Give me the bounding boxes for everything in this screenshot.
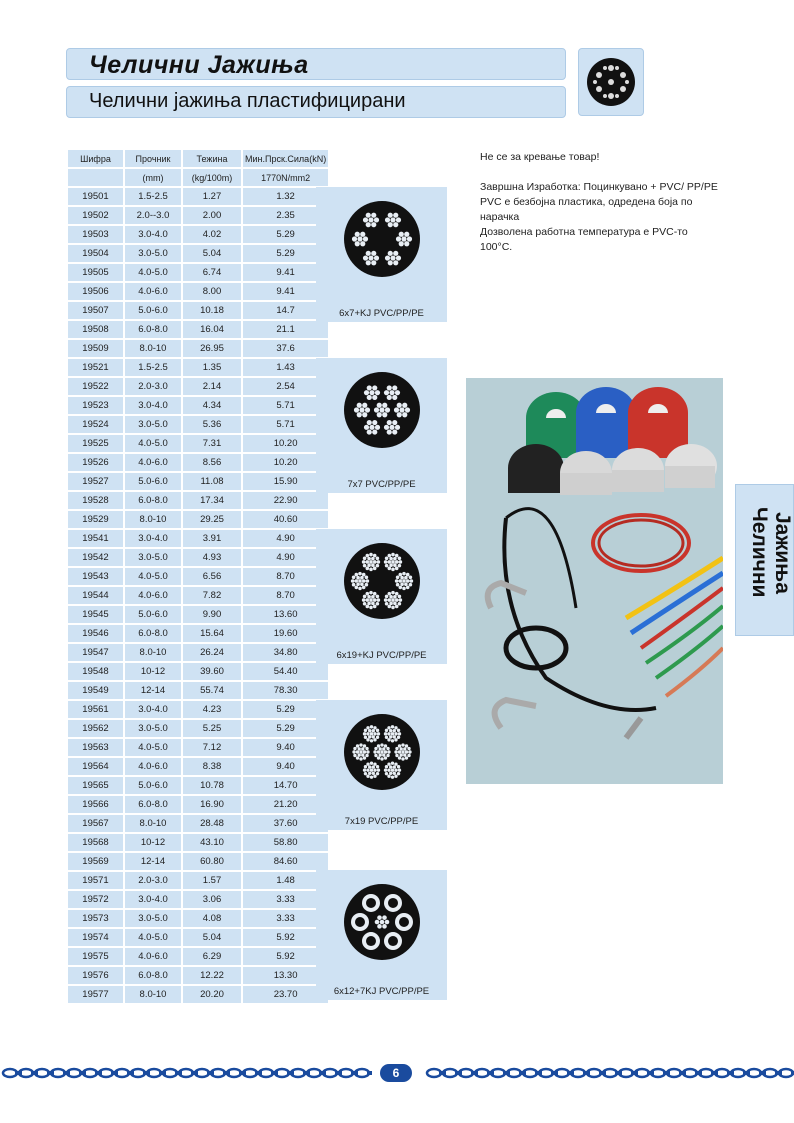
- cell-weight: 7.31: [183, 435, 241, 452]
- col-header-code: Шифра: [68, 150, 123, 167]
- table-row: [68, 283, 328, 300]
- cell-weight: 2.14: [183, 378, 241, 395]
- cell-diameter: 4.0-5.0: [125, 739, 181, 756]
- cell-breaking-force: 1.32: [243, 188, 328, 205]
- rope-6x12-7kj-icon: [340, 876, 424, 980]
- diagram-label: 6x19+KJ PVC/PP/PE: [336, 650, 427, 661]
- cell-code: 19525: [68, 435, 123, 452]
- cell-code: 19526: [68, 454, 123, 471]
- cell-breaking-force: 84.60: [243, 853, 328, 870]
- cell-weight: 16.04: [183, 321, 241, 338]
- table-row: [68, 948, 328, 965]
- table-row: [68, 815, 328, 832]
- cell-diameter: 4.0-6.0: [125, 758, 181, 775]
- cell-code: 19505: [68, 264, 123, 281]
- cell-code: 19503: [68, 226, 123, 243]
- page-subtitle: Челични јажиња пластифицирани: [89, 90, 406, 112]
- diagram-label: 7x19 PVC/PP/PE: [344, 816, 419, 827]
- cell-diameter: 8.0-10: [125, 644, 181, 661]
- cell-breaking-force: 10.20: [243, 435, 328, 452]
- cell-breaking-force: 23.70: [243, 986, 328, 1003]
- cell-diameter: 5.0-6.0: [125, 473, 181, 490]
- rope-6x19-kj-icon: [340, 535, 424, 639]
- cell-code: 19572: [68, 891, 123, 908]
- cell-diameter: 3.0-4.0: [125, 226, 181, 243]
- table-row: [68, 872, 328, 889]
- cell-diameter: 2.0--3.0: [125, 207, 181, 224]
- cell-weight: 28.48: [183, 815, 241, 832]
- diagram-label: 6x12+7KJ PVC/PP/PE: [333, 986, 430, 997]
- cell-breaking-force: 9.41: [243, 283, 328, 300]
- cell-weight: 8.00: [183, 283, 241, 300]
- table-row: [68, 682, 328, 699]
- unit-breaking-force: 1770N/mm2: [243, 169, 328, 186]
- table-row: [68, 397, 328, 414]
- cell-weight: 55.74: [183, 682, 241, 699]
- cell-breaking-force: 14.70: [243, 777, 328, 794]
- cell-breaking-force: 37.60: [243, 815, 328, 832]
- cell-breaking-force: 21.1: [243, 321, 328, 338]
- cell-code: 19523: [68, 397, 123, 414]
- table-row: [68, 929, 328, 946]
- cell-diameter: 8.0-10: [125, 815, 181, 832]
- table-row: [68, 549, 328, 566]
- cell-code: 19528: [68, 492, 123, 509]
- cell-weight: 3.06: [183, 891, 241, 908]
- cell-code: 19543: [68, 568, 123, 585]
- cell-weight: 7.12: [183, 739, 241, 756]
- cell-weight: 9.90: [183, 606, 241, 623]
- cell-code: 19574: [68, 929, 123, 946]
- unit-diameter: (mm): [125, 169, 181, 186]
- diagram-7x19: [316, 700, 447, 830]
- cell-diameter: 4.0-6.0: [125, 948, 181, 965]
- table-row: [68, 587, 328, 604]
- note-finish: Завршна Изработка: Поцинкувано + PVC/ PP/PE PVC е безбојна пластика, одредена боја по нарачка: [480, 181, 718, 223]
- cell-diameter: 4.0-5.0: [125, 435, 181, 452]
- cell-code: 19564: [68, 758, 123, 775]
- table-row: [68, 568, 328, 585]
- cell-weight: 7.82: [183, 587, 241, 604]
- cell-breaking-force: 5.29: [243, 245, 328, 262]
- cell-breaking-force: 22.90: [243, 492, 328, 509]
- cell-breaking-force: 54.40: [243, 663, 328, 680]
- cell-diameter: 3.0-5.0: [125, 720, 181, 737]
- cell-code: 19524: [68, 416, 123, 433]
- cell-code: 19508: [68, 321, 123, 338]
- chain-decoration-right: [424, 1064, 794, 1082]
- table-row: [68, 758, 328, 775]
- table-row: [68, 853, 328, 870]
- cell-diameter: 3.0-5.0: [125, 910, 181, 927]
- cell-weight: 43.10: [183, 834, 241, 851]
- table-row: [68, 264, 328, 281]
- cell-code: 19567: [68, 815, 123, 832]
- col-header-weight: Тежина: [183, 150, 241, 167]
- cell-breaking-force: 19.60: [243, 625, 328, 642]
- cell-code: 19565: [68, 777, 123, 794]
- cell-weight: 8.56: [183, 454, 241, 471]
- cell-diameter: 8.0-10: [125, 986, 181, 1003]
- cell-weight: 11.08: [183, 473, 241, 490]
- cell-breaking-force: 34.80: [243, 644, 328, 661]
- cell-breaking-force: 5.71: [243, 397, 328, 414]
- cell-diameter: 4.0-5.0: [125, 264, 181, 281]
- rope-6x7-kj-icon: [340, 193, 424, 297]
- note-warning: Не се за кревање товар!: [480, 151, 600, 163]
- cell-breaking-force: 5.92: [243, 929, 328, 946]
- cell-breaking-force: 5.92: [243, 948, 328, 965]
- cell-code: 19563: [68, 739, 123, 756]
- cell-diameter: 12-14: [125, 853, 181, 870]
- table-row: [68, 492, 328, 509]
- table-header-row: [68, 150, 328, 167]
- spec-table: [66, 148, 330, 1005]
- cell-weight: 60.80: [183, 853, 241, 870]
- table-row: [68, 378, 328, 395]
- table-row: [68, 777, 328, 794]
- cell-breaking-force: 5.29: [243, 701, 328, 718]
- diagram-label: 6x7+KJ PVC/PP/PE: [339, 308, 424, 319]
- diagram-6x12-7kj: [316, 870, 447, 1000]
- cell-diameter: 2.0-3.0: [125, 872, 181, 889]
- chain-decoration-left: [0, 1064, 372, 1082]
- cell-breaking-force: 1.43: [243, 359, 328, 376]
- cell-code: 19561: [68, 701, 123, 718]
- cell-code: 19576: [68, 967, 123, 984]
- cell-diameter: 4.0-5.0: [125, 929, 181, 946]
- unit-code: [68, 169, 123, 186]
- cell-code: 19522: [68, 378, 123, 395]
- table-row: [68, 416, 328, 433]
- cell-diameter: 10-12: [125, 663, 181, 680]
- table-row: [68, 986, 328, 1003]
- table-body: [68, 188, 328, 1003]
- cell-diameter: 3.0-4.0: [125, 397, 181, 414]
- cell-weight: 1.57: [183, 872, 241, 889]
- cell-code: 19542: [68, 549, 123, 566]
- table-row: [68, 834, 328, 851]
- table-row: [68, 188, 328, 205]
- cell-diameter: 10-12: [125, 834, 181, 851]
- product-notes: [480, 150, 740, 255]
- cell-weight: 10.18: [183, 302, 241, 319]
- cell-weight: 4.08: [183, 910, 241, 927]
- table-row: [68, 701, 328, 718]
- diagram-6x7-kj: [316, 187, 447, 322]
- cell-weight: 26.24: [183, 644, 241, 661]
- cell-diameter: 5.0-6.0: [125, 777, 181, 794]
- cell-weight: 4.93: [183, 549, 241, 566]
- cell-diameter: 8.0-10: [125, 340, 181, 357]
- cell-weight: 5.36: [183, 416, 241, 433]
- cell-diameter: 3.0-5.0: [125, 549, 181, 566]
- cell-diameter: 3.0-5.0: [125, 416, 181, 433]
- cell-diameter: 6.0-8.0: [125, 492, 181, 509]
- cell-breaking-force: 3.33: [243, 910, 328, 927]
- cell-breaking-force: 2.35: [243, 207, 328, 224]
- cell-diameter: 6.0-8.0: [125, 625, 181, 642]
- rope-7x7-icon: [340, 364, 424, 468]
- cell-breaking-force: 10.20: [243, 454, 328, 471]
- cell-diameter: 3.0-4.0: [125, 530, 181, 547]
- cell-breaking-force: 13.60: [243, 606, 328, 623]
- cell-weight: 17.34: [183, 492, 241, 509]
- cell-weight: 4.23: [183, 701, 241, 718]
- cell-breaking-force: 5.29: [243, 720, 328, 737]
- table-row: [68, 625, 328, 642]
- table-row: [68, 606, 328, 623]
- cell-code: 19548: [68, 663, 123, 680]
- cell-code: 19504: [68, 245, 123, 262]
- section-tab-line1: Челични: [748, 507, 771, 598]
- cell-code: 19566: [68, 796, 123, 813]
- cell-code: 19501: [68, 188, 123, 205]
- table-row: [68, 644, 328, 661]
- cell-diameter: 4.0-6.0: [125, 283, 181, 300]
- cell-diameter: 4.0-6.0: [125, 587, 181, 604]
- table-row: [68, 910, 328, 927]
- cell-breaking-force: 14.7: [243, 302, 328, 319]
- cell-diameter: 3.0-4.0: [125, 701, 181, 718]
- spool-blue: [576, 387, 636, 458]
- cell-code: 19562: [68, 720, 123, 737]
- cell-code: 19571: [68, 872, 123, 889]
- cell-breaking-force: 5.71: [243, 416, 328, 433]
- cell-breaking-force: 5.29: [243, 226, 328, 243]
- cell-weight: 39.60: [183, 663, 241, 680]
- cell-breaking-force: 3.33: [243, 891, 328, 908]
- cell-diameter: 3.0-4.0: [125, 891, 181, 908]
- table-row: [68, 340, 328, 357]
- cell-breaking-force: 9.41: [243, 264, 328, 281]
- table-row: [68, 530, 328, 547]
- cell-code: 19521: [68, 359, 123, 376]
- cell-code: 19507: [68, 302, 123, 319]
- cell-code: 19569: [68, 853, 123, 870]
- cable-spools-illustration: [466, 378, 723, 784]
- cell-weight: 4.02: [183, 226, 241, 243]
- note-temperature: Дозволена работна температура е PVC-то 100°C.: [480, 226, 688, 253]
- subtitle-bar: [66, 86, 566, 118]
- cell-code: 19502: [68, 207, 123, 224]
- cell-weight: 1.27: [183, 188, 241, 205]
- cell-weight: 6.56: [183, 568, 241, 585]
- table-row: [68, 967, 328, 984]
- cell-breaking-force: 15.90: [243, 473, 328, 490]
- cell-code: 19549: [68, 682, 123, 699]
- cell-diameter: 12-14: [125, 682, 181, 699]
- cell-diameter: 1.5-2.5: [125, 188, 181, 205]
- cell-breaking-force: 1.48: [243, 872, 328, 889]
- cell-weight: 10.78: [183, 777, 241, 794]
- cell-weight: 6.29: [183, 948, 241, 965]
- cell-diameter: 1.5-2.5: [125, 359, 181, 376]
- cell-code: 19506: [68, 283, 123, 300]
- cell-diameter: 6.0-8.0: [125, 796, 181, 813]
- product-photo: [466, 378, 723, 784]
- cell-breaking-force: 40.60: [243, 511, 328, 528]
- wire-rope-cross-section-icon: [584, 54, 638, 110]
- cell-weight: 3.91: [183, 530, 241, 547]
- table-row: [68, 302, 328, 319]
- cell-diameter: 4.0-6.0: [125, 454, 181, 471]
- table-row: [68, 473, 328, 490]
- cell-breaking-force: 21.20: [243, 796, 328, 813]
- cell-breaking-force: 4.90: [243, 530, 328, 547]
- cell-code: 19546: [68, 625, 123, 642]
- table-units-row: [68, 169, 328, 186]
- cell-weight: 8.38: [183, 758, 241, 775]
- unit-weight: (kg/100m): [183, 169, 241, 186]
- cell-breaking-force: 9.40: [243, 758, 328, 775]
- col-header-diameter: Прочник: [125, 150, 181, 167]
- cell-weight: 26.95: [183, 340, 241, 357]
- cell-weight: 5.04: [183, 929, 241, 946]
- cell-diameter: 6.0-8.0: [125, 967, 181, 984]
- page-title: Челични Јажиња: [89, 51, 309, 79]
- cell-breaking-force: 37.6: [243, 340, 328, 357]
- cell-weight: 2.00: [183, 207, 241, 224]
- table-row: [68, 435, 328, 452]
- cell-weight: 12.22: [183, 967, 241, 984]
- cell-breaking-force: 8.70: [243, 587, 328, 604]
- cell-code: 19545: [68, 606, 123, 623]
- cell-breaking-force: 2.54: [243, 378, 328, 395]
- cell-weight: 16.90: [183, 796, 241, 813]
- cell-code: 19573: [68, 910, 123, 927]
- logo-box: [578, 48, 644, 116]
- cell-weight: 4.34: [183, 397, 241, 414]
- table-row: [68, 359, 328, 376]
- cell-code: 19509: [68, 340, 123, 357]
- diagram-7x7: [316, 358, 447, 493]
- table-row: [68, 226, 328, 243]
- cell-code: 19547: [68, 644, 123, 661]
- cell-diameter: 2.0-3.0: [125, 378, 181, 395]
- cell-diameter: 4.0-5.0: [125, 568, 181, 585]
- cell-weight: 15.64: [183, 625, 241, 642]
- section-tab-line2: Јажиња: [771, 512, 794, 594]
- table-row: [68, 739, 328, 756]
- cell-code: 19529: [68, 511, 123, 528]
- cell-breaking-force: 9.40: [243, 739, 328, 756]
- rope-7x19-icon: [340, 706, 424, 810]
- cell-code: 19568: [68, 834, 123, 851]
- cell-breaking-force: 4.90: [243, 549, 328, 566]
- cell-code: 19544: [68, 587, 123, 604]
- cell-weight: 5.25: [183, 720, 241, 737]
- cell-diameter: 8.0-10: [125, 511, 181, 528]
- cell-diameter: 5.0-6.0: [125, 606, 181, 623]
- cell-code: 19527: [68, 473, 123, 490]
- table-row: [68, 454, 328, 471]
- cell-code: 19541: [68, 530, 123, 547]
- cell-weight: 1.35: [183, 359, 241, 376]
- table-row: [68, 245, 328, 262]
- cell-weight: 5.04: [183, 245, 241, 262]
- table-row: [68, 796, 328, 813]
- cell-breaking-force: 13.30: [243, 967, 328, 984]
- table-row: [68, 720, 328, 737]
- cell-weight: 6.74: [183, 264, 241, 281]
- page-number: 6: [380, 1064, 412, 1082]
- cell-breaking-force: 58.80: [243, 834, 328, 851]
- cell-weight: 20.20: [183, 986, 241, 1003]
- cell-code: 19577: [68, 986, 123, 1003]
- cell-breaking-force: 8.70: [243, 568, 328, 585]
- table-row: [68, 207, 328, 224]
- section-tab: [735, 484, 794, 636]
- diagram-label: 7x7 PVC/PP/PE: [347, 479, 416, 490]
- title-bar: [66, 48, 566, 80]
- cell-diameter: 5.0-6.0: [125, 302, 181, 319]
- table-row: [68, 663, 328, 680]
- table-row: [68, 891, 328, 908]
- table-row: [68, 321, 328, 338]
- table-row: [68, 511, 328, 528]
- cell-breaking-force: 78.30: [243, 682, 328, 699]
- cell-diameter: 3.0-5.0: [125, 245, 181, 262]
- cell-weight: 29.25: [183, 511, 241, 528]
- cell-code: 19575: [68, 948, 123, 965]
- cell-diameter: 6.0-8.0: [125, 321, 181, 338]
- diagram-6x19-kj: [316, 529, 447, 664]
- col-header-breaking-force: Мин.Прск.Сила(kN): [243, 150, 328, 167]
